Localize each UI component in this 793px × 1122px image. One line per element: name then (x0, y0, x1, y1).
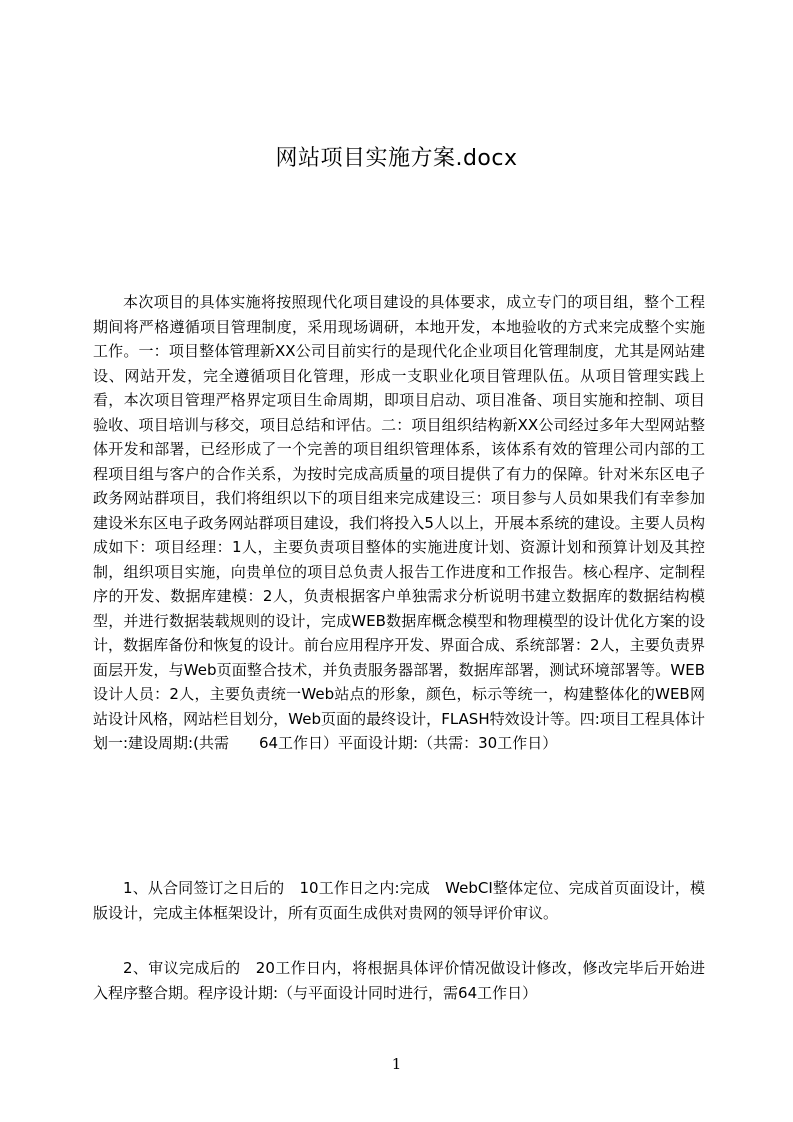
document-title: 网站项目实施方案.docx (275, 146, 518, 171)
page-number: 1 (391, 1055, 402, 1073)
body-paragraph-step-1: 1、从合同签订之日后的 10工作日之内:完成 WebCI整体定位、完成首页面设计，模版设计，完成主体框架设计，所有页面生成供对贵网的领导评价审议。 (93, 879, 705, 922)
body-paragraph-project-overview: 本次项目的具体实施将按照现代化项目建设的具体要求，成立专门的项目组，整个工程期间将严格遵循项目管理制度，采用现场调研，本地开发，本地验收的方式来完成整个实施工作。一：项目整体管理新XX公司目前实行的是现代化企业项目化管理制度，尤其是网站建设、网站开发，完全遵循项目化管理，形成一支职业化项目管理队伍。从项目管理实践上看，本次项目管理严格界定项目生命周期，即项目启动、项目准备、项目实施和控制、项目验收、项目培训与移交，项目总结和评估。二：项目组织结构新XX公司经过多年大型网站整体开发和部署，已经形成了一个完善的项目组织管理体系，该体系有效的管理公司内部的工程项目组与客户的合作关系，为按时完成高质量的项目提供了有力的保障。针对米东区电子政务网站群项目，我们将组织以下的项目组来完成建设三：项目参与人员如果我们有幸参加建设米东区电子政务网站群项目建设，我们将投入5人以上，开展本系统的建设。主要人员构成如下：项目经理：1人，主要负责项目整体的实施进度计划、资源计划和预算计划及其控制，组织项目实施，向贵单位的项目总负责人报告工作进度和工作报告。核心程序、定制程序的开发、数据库建模：2人，负责根据客户单独需求分析说明书建立数据库的数据结构模型，并进行数据装载规则的设计，完成WEB数据库概念模型和物理模型的设计优化方案的设计，数据库备份和恢复的设计。前台应用程序开发、界面合成、系统部署：2人，主要负责界面层开发，与Web页面整合技术，并负责服务器部署，数据库部署，测试环境部署等。WEB设计人员：2人，主要负责统一Web站点的形象，颜色，标示等统一，构建整体化的WEB网站设计风格，网站栏目划分，Web页面的最终设计，FLASH特效设计等。四:项目工程具体计划一:建设周期:(共需 64工作日）平面设计期:（共需：30工作日） (93, 293, 705, 752)
body-paragraph-step-2: 2、审议完成后的 20工作日内，将根据具体评价情况做设计修改，修改完毕后开始进入程序整合期。程序设计期:（与平面设计同时进行，需64工作日） (93, 959, 705, 1002)
